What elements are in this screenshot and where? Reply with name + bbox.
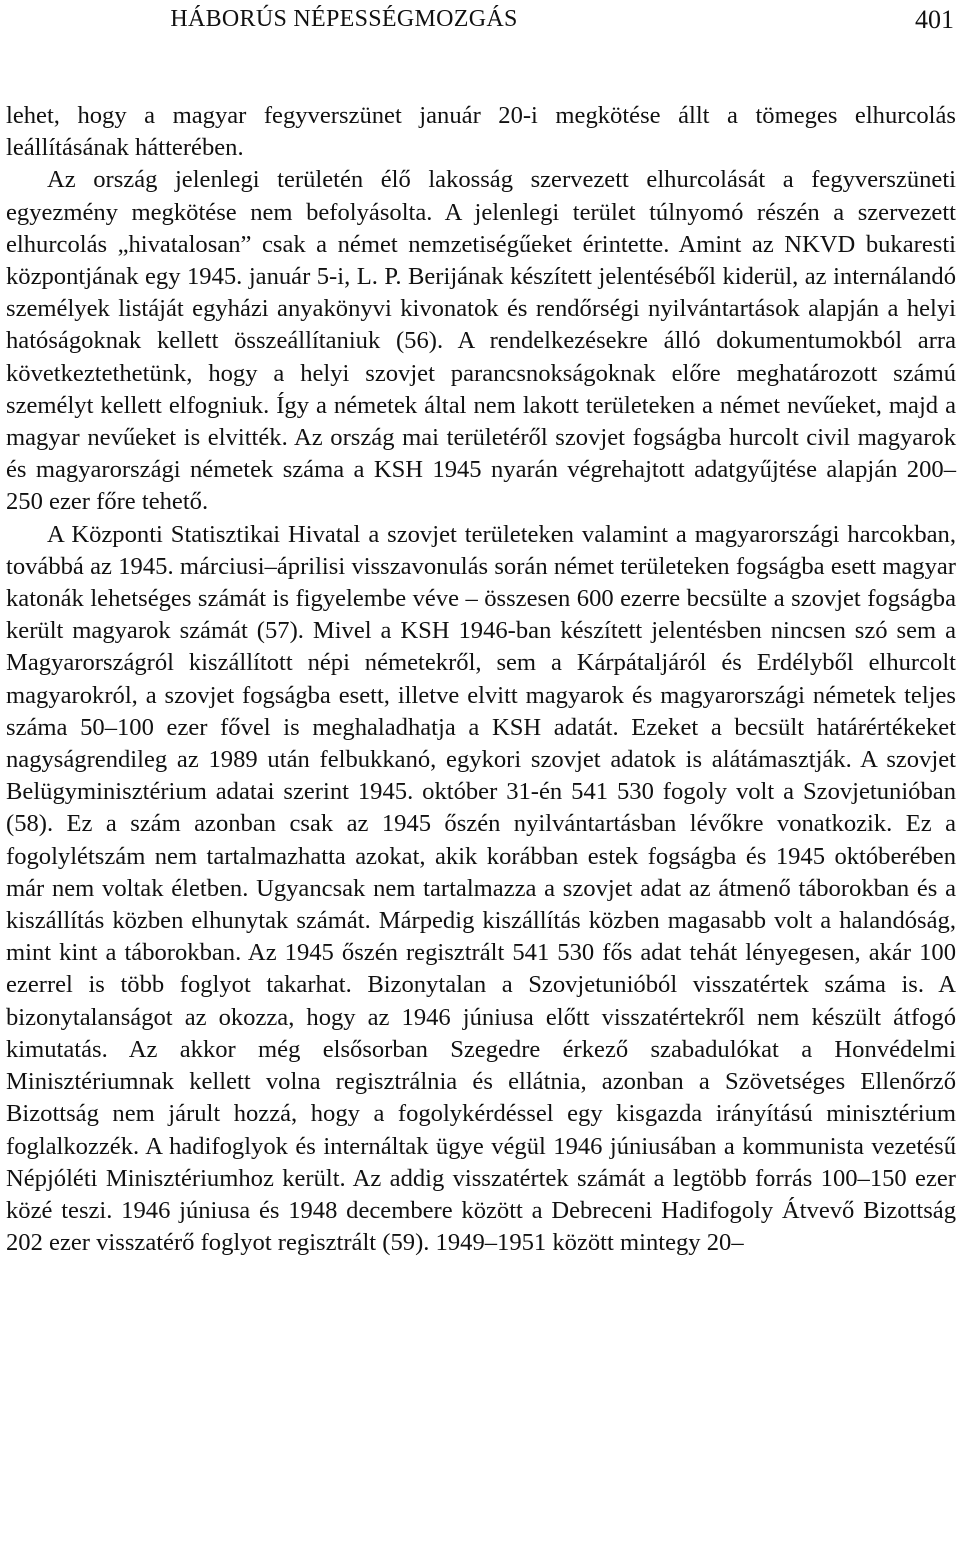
running-head	[0, 2, 960, 42]
paragraph-deportation: Az ország jelenlegi területén élő lakosság szervezett elhurcolását a fegyverszüneti egyezmény megkötése nem befolyásolta. A jelenlegi terület túlnyomó részén a szervezett elhurcolás „hivatalosan” csak a német nemzetiségűeket érintette. Amint az NKVD bukaresti központjának egy 1945. január 5-i, L. P. Berijának készített jelentéséből kiderül, az internálandó személyek listáját egyházi anyakönyvi kivonatok és rendőrségi nyilvántartások alapján a helyi hatóságoknak kellett összeállítaniuk (56). A rendelkezésekre álló dokumentumokból arra következtethetünk, hogy a helyi szovjet parancsnokságoknak előre meghatározott számú személyt kellett elfogniuk. Így a németek által nem lakott területeken a német nevűeket, majd a magyar nevűeket is elvitték. Az ország mai területéről szovjet fogságba hurcolt civil magyarok és magyarországi németek száma a KSH 1945 nyarán végrehajtott adatgyűjtése alapján 200–250 ezer főre tehető.	[6, 166, 956, 516]
page-number: 401	[915, 5, 954, 34]
paragraph-statistics: A Központi Statisztikai Hivatal a szovjet területeken valamint a magyarországi harcokban, továbbá az 1945. márciusi–áprilisi visszavonulás során német területeken fogságba esett magyar katonák lehetséges számát is figyelembe véve – összesen 600 ezerre becsülte a szovjet fogságba került magyarok számát (57). Mivel a KSH 1946-ban készített jelentésben nincsen szó sem a Magyarországról kiszállított népi németekről, sem a Kárpátaljáról és Erdélyből elhurcolt magyarokról, a szovjet fogságba esett, illetve elvitt magyarok és magyarországi németek teljes száma 50–100 ezer fővel is meghaladhatja a KSH adatát. Ezeket a becsült határértékeket nagyságrendileg az 1989 után felbukkanó, egykori szovjet adatok is alátámasztják. A szovjet Belügyminisztérium adatai szerint 1945. október 31-én 541 530 fogoly volt a Szovjetunióban (58). Ez a szám azonban csak az 1945 őszén nyilvántartásban lévőkre vonatkozik. Ez a fogolylétszám nem tartalmazhatta azokat, akik korábban estek fogságba és 1945 októberében már nem voltak életben. Ugyancsak nem tartalmazza a szovjet adat az átmenő táborokban és a kiszállítás közben elhunytak számát. Márpedig kiszállítás közben magasabb volt a halandóság, mint kint a táborokban. Az 1945 őszén regisztrált 541 530 fős adat tehát lényegesen, akár 100 ezerrel is több foglyot takarhat. Bizonytalan a Szovjetunióból visszatértek száma is. A bizonytalanságot az okozza, hogy az 1946 júniusa előtt visszatértekről nem készült átfogó kimutatás. Az akkor még elsősorban Szegedre érkező szabadulókat a Honvédelmi Minisztériumnak kellett volna regisztrálnia és ellátnia, azonban a Szövetséges Ellenőrző Bizottság nem járult hozzá, hogy a fogolykérdéssel egy kisgazda irányítású minisztérium foglalkozzék. A hadifoglyok és internáltak ügye végül 1946 júniusában a kommunista vezetésű Népjóléti Minisztériumhoz került. Az addig visszatértek számát a legtöbb forrás 100–150 ezer közé teszi. 1946 júniusa és 1948 decembere között a Debreceni Hadifogoly Átvevő Bizottság 202 ezer visszatérő foglyot regisztrált (59). 1949–1951 között mintegy 20–	[6, 520, 956, 1257]
body-text	[6, 100, 956, 1259]
paragraph-continuation: lehet, hogy a magyar fegyverszünet január 20-i megkötése állt a tömeges elhurcolás leállításának hátterében.	[6, 102, 956, 162]
running-title: HÁBORÚS NÉPESSÉGMOZGÁS	[170, 6, 518, 32]
